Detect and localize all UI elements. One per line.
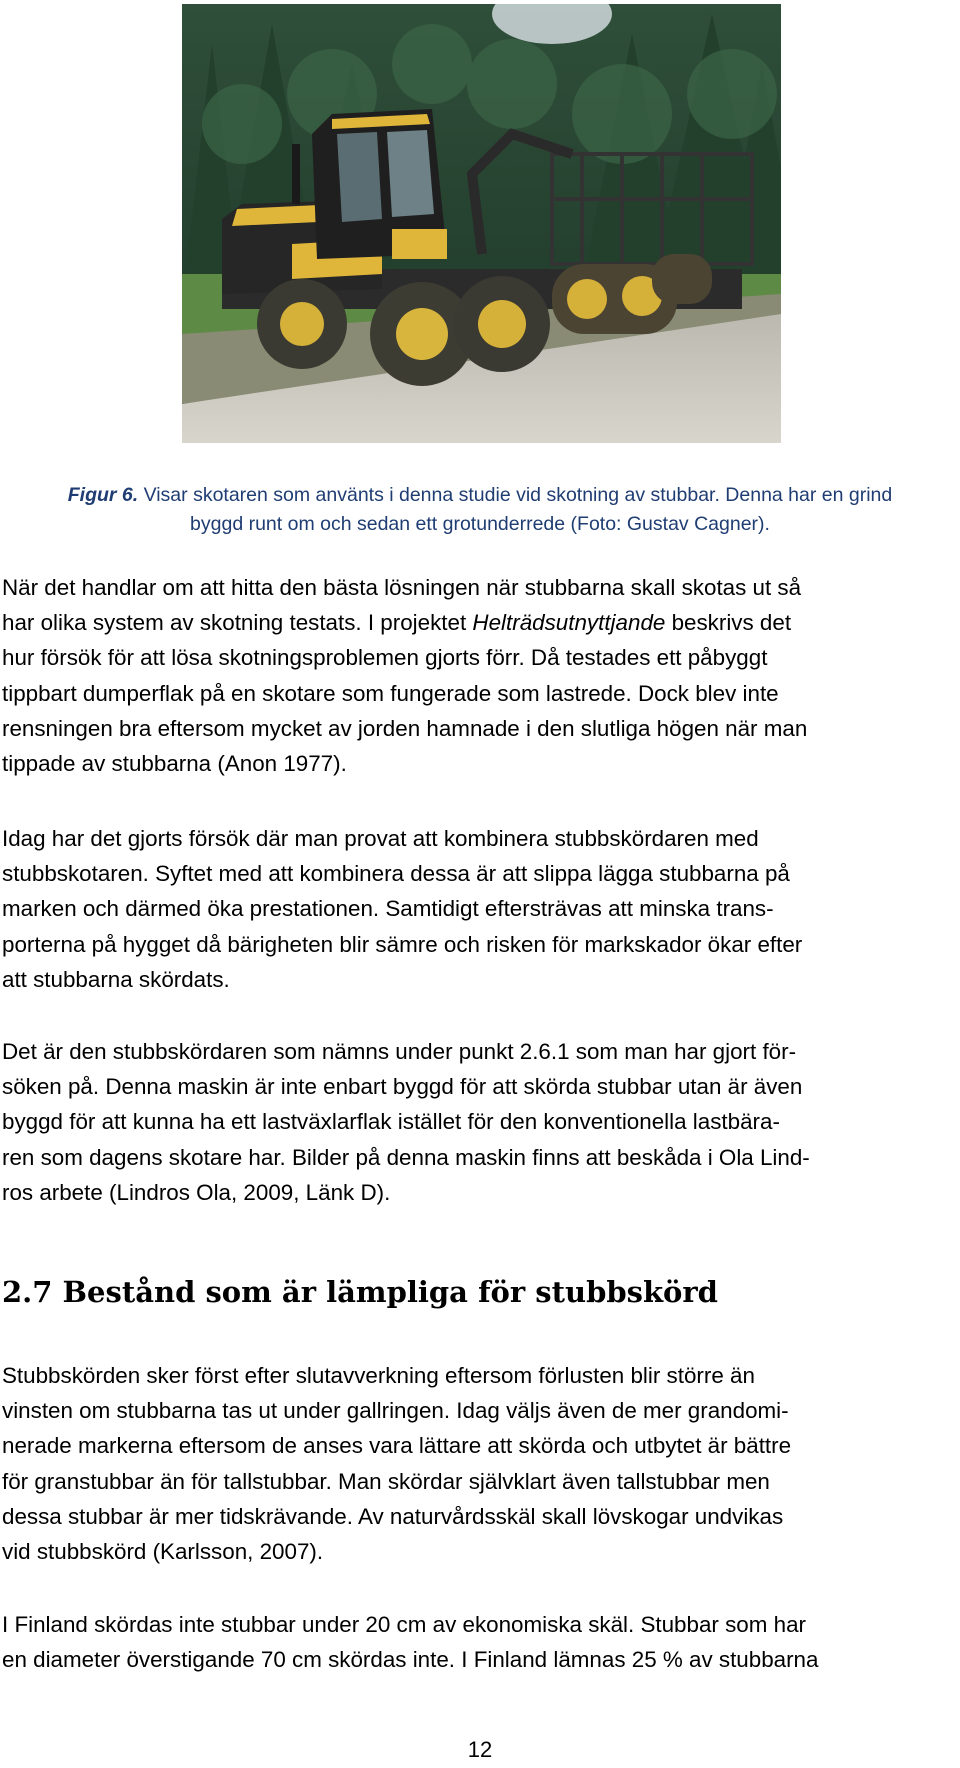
text-line: dessa stubbar är mer tidskrävande. Av naturvårdsskäl skall lövskogar undvikas [2, 1503, 784, 1529]
text-line: ren som dagens skotare har. Bilder på denna maskin finns att beskåda i Ola Lind- [2, 1144, 810, 1170]
text-line: tippbart dumperflak på en skotare som fungerade som lastrede. Dock blev inte [2, 680, 779, 706]
text-line: tippade av stubbarna (Anon 1977). [2, 751, 347, 777]
paragraph-kombinera [2, 821, 960, 997]
paragraph-stubbskordaren [2, 1034, 960, 1210]
text-line: vid stubbskörd (Karlsson, 2007). [2, 1539, 324, 1565]
text-line: Det är den stubbskördaren som nämns under punkt 2.6.1 som man har gjort för- [2, 1039, 797, 1064]
text-line: stubbskotaren. Syftet med att kombinera dessa är att slippa lägga stubbarna på [2, 861, 790, 887]
text-line: nerade markerna eftersom de anses vara lättare att skörda och utbytet är bättre [2, 1433, 792, 1459]
figure-caption [14, 481, 946, 539]
text-line: I Finland skördas inte stubbar under 20 cm av ekonomiska skäl. Stubbar som har [2, 1612, 806, 1637]
text-line: söken på. Denna maskin är inte enbart byggd för att skörda stubbar utan är även [2, 1074, 803, 1100]
section-heading: 2.7 Bestånd som är lämpliga för stubbskörd [2, 1275, 718, 1309]
forwarder-photo [182, 4, 781, 443]
page-number: 12 [467, 1737, 493, 1762]
text-line: rensningen bra eftersom mycket av jorden hamnade i den slutliga högen när man [2, 715, 808, 741]
text-line: Idag har det gjorts försök där man provat att kombinera stubbskördaren med [2, 826, 759, 851]
project-name: Helträdsutnyttjande [472, 610, 666, 636]
text-line: att stubbarna skördats. [2, 966, 230, 992]
text-line: hur försök för att lösa skotningsproblemen gjorts förr. Då testades ett påbyggt [2, 645, 768, 671]
text-line: Stubbskörden sker först efter slutavverkning eftersom förlusten blir större än [2, 1363, 755, 1388]
text-line: marken och därmed öka prestationen. Samtidigt eftersträvas att minska trans- [2, 896, 774, 922]
figure-caption-line2: byggd runt om och sedan ett grotunderrede (Foto: Gustav Cagner). [190, 513, 770, 535]
figure-label: Figur 6. [67, 484, 139, 506]
text-line: en diameter överstigande 70 cm skördas inte. I Finland lämnas 25 % av stubbarna [2, 1647, 819, 1673]
text-line: porterna på hygget då bärigheten blir sämre och risken för markskador ökar efter [2, 931, 803, 957]
text-line: När det handlar om att hitta den bästa lösningen när stubbarna skall skotas ut så [2, 575, 802, 600]
paragraph-finland [2, 1607, 960, 1677]
text-line: för granstubbar än för tallstubbar. Man skördar självklart även tallstubbar men [2, 1468, 770, 1494]
paragraph-skotning-system [2, 570, 960, 781]
text-line: vinsten om stubbarna tas ut under gallringen. Idag väljs även de mer grandomi- [2, 1398, 789, 1424]
text-line: byggd för att kunna ha ett lastväxlarflak istället för den konventionella lastbära- [2, 1109, 780, 1135]
paragraph-bestand [2, 1358, 960, 1569]
text-line: ros arbete (Lindros Ola, 2009, Länk D). [2, 1179, 391, 1205]
text-line: har olika system av skotning testats. I projektet Helträdsutnyttjande beskrivs det [2, 610, 792, 636]
figure-caption-line1: Visar skotaren som använts i denna studie vid skotning av stubbar. Denna har en grind [138, 484, 893, 506]
